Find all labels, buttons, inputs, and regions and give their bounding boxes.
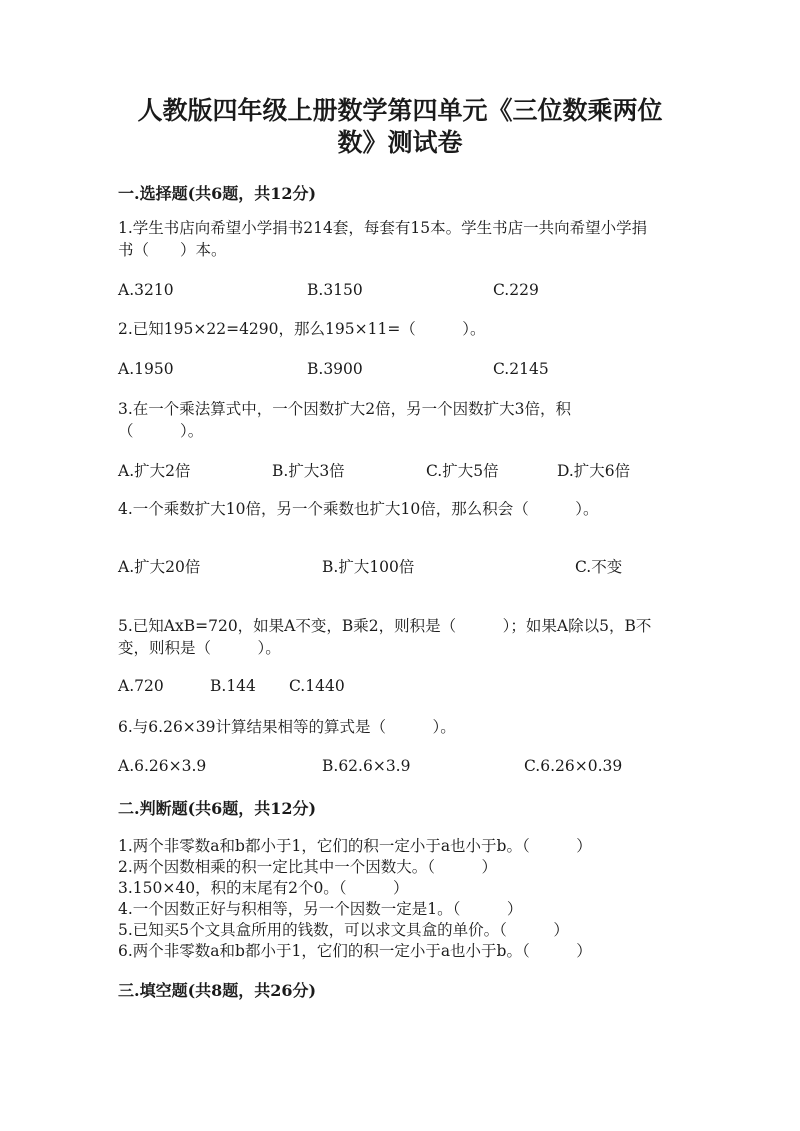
option-c: C.2145 — [493, 360, 549, 378]
option-c: C.扩大5倍 — [426, 462, 499, 480]
question-text: 变，则积是（ ）。 — [118, 639, 281, 657]
title-line-1: 人教版四年级上册数学第四单元《三位数乘两位 — [137, 96, 663, 125]
page-title — [100, 95, 700, 159]
section-heading-fill-blank: 三.填空题(共8题，共26分) — [118, 981, 317, 1000]
judgment-item: 2.两个因数相乘的积一定比其中一个因数大。（ ） — [118, 858, 498, 876]
question-5 — [118, 615, 688, 659]
section-heading-judgment: 二.判断题(共6题，共12分) — [118, 799, 317, 818]
option-b: B.62.6×3.9 — [322, 757, 411, 775]
question-6 — [118, 716, 688, 738]
judgment-item: 3.150×40，积的末尾有2个0。（ ） — [118, 879, 409, 897]
option-c: C.229 — [493, 281, 539, 299]
option-d: D.扩大6倍 — [557, 462, 631, 480]
option-a: A.6.26×3.9 — [118, 757, 207, 775]
question-2 — [118, 318, 688, 340]
question-text: 书（ ）本。 — [118, 241, 227, 259]
question-3 — [118, 398, 688, 442]
option-c: C.6.26×0.39 — [524, 757, 623, 775]
judgment-item: 5.已知买5个文具盒所用的钱数，可以求文具盒的单价。（ ） — [118, 921, 569, 939]
question-text: 6.与6.26×39计算结果相等的算式是（ ）。 — [118, 718, 456, 736]
title-line-2: 数》测试卷 — [337, 128, 463, 157]
judgment-item: 1.两个非零数a和b都小于1，它们的积一定小于a也小于b。（ ） — [118, 837, 592, 855]
option-b: B.3150 — [307, 281, 363, 299]
judgment-item: 6.两个非零数a和b都小于1，它们的积一定小于a也小于b。（ ） — [118, 942, 592, 960]
question-1 — [118, 217, 688, 261]
option-a: A.3210 — [118, 281, 174, 299]
option-b: B.扩大3倍 — [272, 462, 345, 480]
section-heading-choice: 一.选择题(共6题，共12分) — [118, 184, 317, 203]
option-a: A.720 — [118, 677, 164, 695]
question-text: 5.已知AxB=720，如果A不变，B乘2，则积是（ ）；如果A除以5，B不 — [118, 617, 652, 635]
question-text: （ ）。 — [118, 422, 204, 440]
option-b: B.扩大100倍 — [322, 558, 415, 576]
question-text: 4.一个乘数扩大10倍，另一个乘数也扩大10倍，那么积会（ ）。 — [118, 500, 599, 518]
question-4 — [118, 498, 688, 520]
option-a: A.扩大20倍 — [118, 558, 201, 576]
question-text: 2.已知195×22=4290，那么195×11=（ ）。 — [118, 320, 486, 338]
option-c: C.不变 — [575, 558, 623, 576]
option-a: A.1950 — [118, 360, 174, 378]
option-b: B.144 — [210, 677, 256, 695]
option-b: B.3900 — [307, 360, 363, 378]
question-text: 3.在一个乘法算式中，一个因数扩大2倍，另一个因数扩大3倍，积 — [118, 400, 572, 418]
question-text: 1.学生书店向希望小学捐书214套，每套有15本。学生书店一共向希望小学捐 — [118, 219, 648, 237]
option-c: C.1440 — [289, 677, 345, 695]
judgment-item: 4.一个因数正好与积相等，另一个因数一定是1。（ ） — [118, 900, 523, 918]
option-a: A.扩大2倍 — [118, 462, 191, 480]
